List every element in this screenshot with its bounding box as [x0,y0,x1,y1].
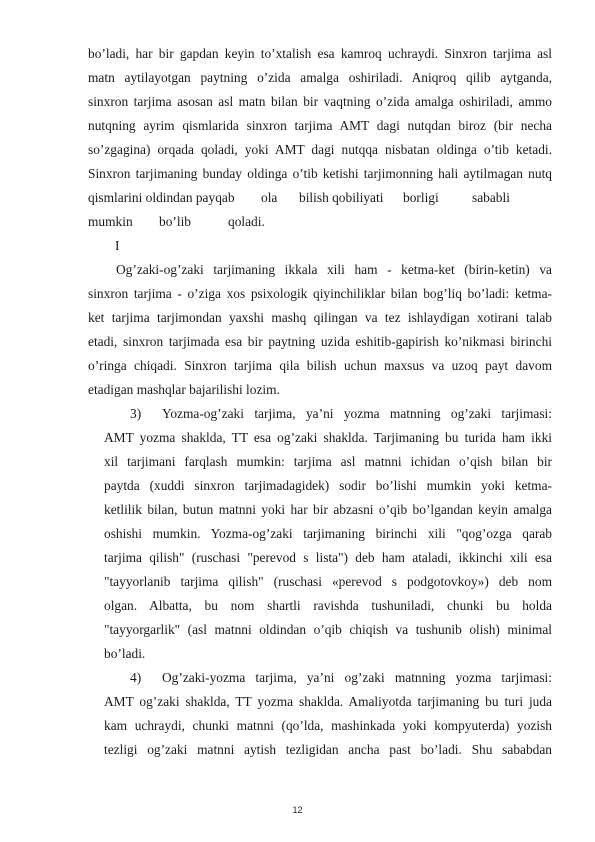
text-line: oshishi mumkin. Yozma-og’zaki tarjimaning birinchi xili "qog’ozga qarab [104,526,552,541]
text-line: "tayyorlanib tarjima qilish" (ruschasi «perevod s podgotovkoy») deb nom [104,574,552,589]
stray-letter: I [115,238,120,253]
text-word: qoladi. [228,214,265,229]
text-line: Sinxron tarjimaning bunday oldinga o’tib ketishi tarjimonning hali aytilmagan nutq [88,166,552,181]
text-line: paytda (xuddi sinxron tarjimadagidek) sodir bo’lishi mumkin yoki ketma- [104,478,552,493]
text-line: tezligi og’zaki matnni aytish tezligidan ancha past bo’ladi. Shu sababdan [104,742,552,757]
text-line: Og’zaki-og’zaki tarjimaning ikkala xili ham - ketma-ket (birin-ketin) va [116,262,552,277]
list-number: 4) [130,670,142,685]
text-line: etadigan mashqlar bajarilishi lozim. [88,382,280,397]
text-word: borligi [403,190,439,205]
text-line: o’ringa chiqadi. Sinxron tarjima qila bilish uchun maxsus va uzoq payt davom [88,358,552,373]
text-word: ola [261,190,278,205]
text-line: kam uchraydi, chunki matnni (qo’lda, mashinkada yoki kompyuterda) yozish [104,718,552,733]
text-line: Yozma-og’zaki tarjima, ya’ni yozma matnning og’zaki tarjimasi: [162,406,552,421]
text-word: bo’lib [159,214,191,229]
text-line: AMT yozma shaklda, TT esa og’zaki shaklda. Tarjimaning bu turida ham ikki [104,430,552,445]
text-line: sinxron tarjima - o’ziga xos psixologik qiyinchiliklar bilan bog’liq bo’ladi: ketma- [88,286,552,301]
text-word: mumkin [88,214,133,229]
text-line: bo’ladi, har bir gapdan keyin to’xtalish esa kamroq uchraydi. Sinxron tarjima asl [88,46,552,61]
text-line: xil tarjimani farqlash mumkin: tarjima asl matnni ichidan o’qish bilan bir [104,454,552,469]
text-line: sinxron tarjima asosan asl matn bilan bir vaqtning o’zida amalga oshiriladi, ammo [88,94,552,109]
text-word: qismlarini oldindan payqab [88,190,235,205]
page-number: 12 [292,805,303,815]
text-line: AMT og’zaki shaklda, TT yozma shaklda. Amaliyotda tarjimaning bu turi juda [104,694,552,709]
text-line: etadi, sinxron tarjimada esa bir paytning uzida eshitib-gapirish ko’nikmasi birinchi [88,334,552,349]
text-line: tarjima qilish" (ruschasi "perevod s lista") deb ham ataladi, ikkinchi xili esa [104,550,552,565]
text-word: bilish qobiliyati [299,190,384,205]
text-line: ket tarjima tarjimondan yaxshi mashq qilingan va tez ishlaydigan xotirani talab [88,310,552,325]
text-line: ketlilik bilan, butun matnni yoki har bir abzasni o’qib bo’lgandan keyin amalga [104,502,552,517]
text-line: "tayyorgarlik" (asl matnni oldindan o’qib chiqish va tushunib olish) minimal [104,622,552,637]
text-word: sababli [472,190,510,205]
text-line: nutqning ayrim qismlarida sinxron tarjima AMT dagi nutqdan biroz (bir necha [88,118,552,133]
text-line: Og’zaki-yozma tarjima, ya’ni og’zaki matnning yozma tarjimasi: [162,670,552,685]
text-line: matn aytilayotgan paytning o’zida amalga oshiriladi. Aniqroq qilib aytganda, [88,70,552,85]
list-number: 3) [130,406,142,421]
text-line: olgan. Albatta, bu nom shartli ravishda tushuniladi, chunki bu holda [104,598,552,613]
text-line: bo’ladi. [104,646,146,661]
text-line: so’zgagina) orqada qoladi, yoki AMT dagi nutqqa nisbatan oldinga o’tib ketadi. [88,142,552,157]
